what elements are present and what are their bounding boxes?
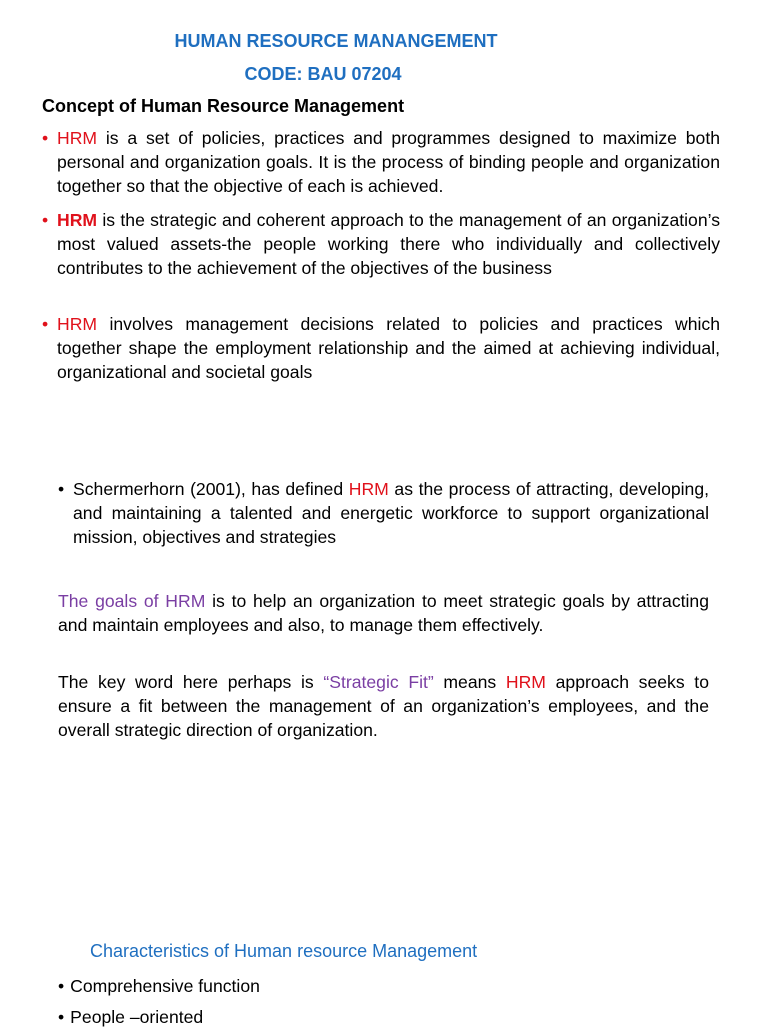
text: is to help an organization to meet strategic goals by attracting and maintain employees and also, to manage them effectively. <box>58 591 710 635</box>
concept-bullet-2 <box>42 208 720 280</box>
hrm-term: HRM <box>57 210 98 230</box>
document-title: HUMAN RESOURCE MANANGEMENT <box>174 31 498 51</box>
hrm-term: HRM <box>505 672 546 692</box>
bullet-text: involves management decisions related to policies and practices which together shape the employment relationship and the aimed at achieving individual, organizational and societal goals <box>57 314 720 382</box>
text: approach seeks to ensure a fit between the management of an organization’s employees, and the overall strategic direction of organization. <box>58 672 709 740</box>
hrm-term: HRM <box>57 128 98 148</box>
bullet-dot-icon: • <box>42 210 49 230</box>
bullet-dot-icon: • <box>58 1007 65 1027</box>
list-item <box>58 974 260 998</box>
bullet-text: is the strategic and coherent approach to the management of an organization’s most valued assets-the people working there who individually and collectively contributes to the achievement of the objectives of the business <box>57 210 720 278</box>
bullet-dot-icon: • <box>58 976 65 996</box>
concept-bullet-1 <box>42 126 720 198</box>
bullet-dot-icon: • <box>58 479 65 499</box>
concept-heading: Concept of Human Resource Management <box>42 96 405 116</box>
bullet-dot-icon: • <box>42 314 49 334</box>
list-item <box>58 1005 203 1029</box>
strategic-fit-quote: “Strategic Fit” <box>323 672 434 692</box>
goals-paragraph <box>58 589 709 637</box>
goals-lead: The goals of HRM <box>58 591 206 611</box>
list-item-label: Comprehensive function <box>70 976 260 996</box>
text: means <box>433 672 506 692</box>
course-code: CODE: BAU 07204 <box>244 64 402 84</box>
list-item-label: People –oriented <box>70 1007 204 1027</box>
bullet-dot-icon: • <box>42 128 49 148</box>
hrm-term: HRM <box>348 479 389 499</box>
schermerhorn-bullet <box>58 477 709 549</box>
text: Schermerhorn (2001), has defined <box>73 479 349 499</box>
bullet-text: is a set of policies, practices and programmes designed to maximize both personal and organization goals. It is the process of binding people and organization together so that the objective of each is achieved. <box>57 128 720 196</box>
concept-bullet-3 <box>42 312 720 384</box>
hrm-term: HRM <box>57 314 98 334</box>
text: The key word here perhaps is <box>58 672 324 692</box>
text: as the process of attracting, developing, and maintaining a talented and energetic workforce to support organizational mission, objectives and strategies <box>73 479 710 547</box>
characteristics-heading: Characteristics of Human resource Management <box>90 941 478 961</box>
keyword-paragraph <box>58 670 709 742</box>
